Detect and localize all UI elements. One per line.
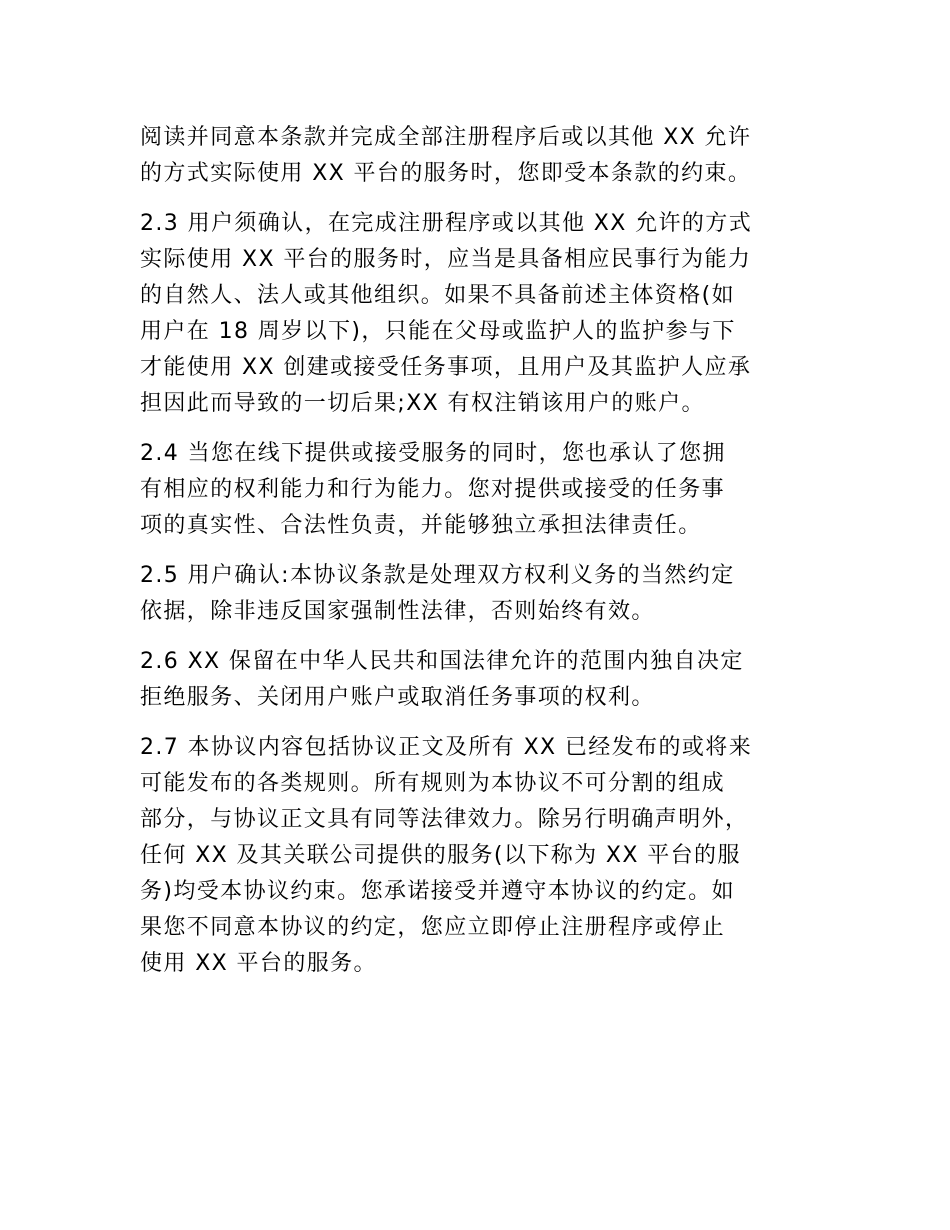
paragraph-2-5: 2.5 用户确认:本协议条款是处理双方权利义务的当然约定 依据，除非违反国家强制性法律，否则始终有效。 [140,563,735,624]
paragraph-intro: 阅读并同意本条款并完成全部注册程序后或以其他 XX 允许 的方式实际使用 XX 平台的服务时，您即受本条款的约束。 [140,125,752,186]
document-body [140,120,820,996]
paragraph-2-7: 2.7 本协议内容包括协议正文及所有 XX 已经发布的或将来 可能发布的各类规则。所有规则为本协议不可分割的组成 部分，与协议正文具有同等法律效力。除另行明确声明外， 任何 XX 及其关联公司提供的服务(以下称为 XX 平台的服 务)均受本协议约束。您承诺接受并遵守本协议的约定。如 果您不同意本协议的约定，您应立即停止注册程序或停止 使用 XX 平台的服务。 [140,735,753,976]
paragraph-2-3: 2.3 用户须确认，在完成注册程序或以其他 XX 允许的方式 实际使用 XX 平台的服务时，应当是具备相应民事行为能力 的自然人、法人或其他组织。如果不具备前述主体资格(如 用户在 18 周岁以下)，只能在父母或监护人的监护参与下 才能使用 XX 创建或接受任务事项，且用户及其监护人应承 担因此而导致的一切后果;XX 有权注销该用户的账户。 [140,211,753,416]
paragraph-2-4: 2.4 当您在线下提供或接受服务的同时，您也承认了您拥 有相应的权利能力和行为能力。您对提供或接受的任务事 项的真实性、合法性负责，并能够独立承担法律责任。 [140,441,726,538]
paragraph-2-6: 2.6 XX 保留在中华人民共和国法律允许的范围内独自决定 拒绝服务、关闭用户账户或取消任务事项的权利。 [140,649,744,710]
